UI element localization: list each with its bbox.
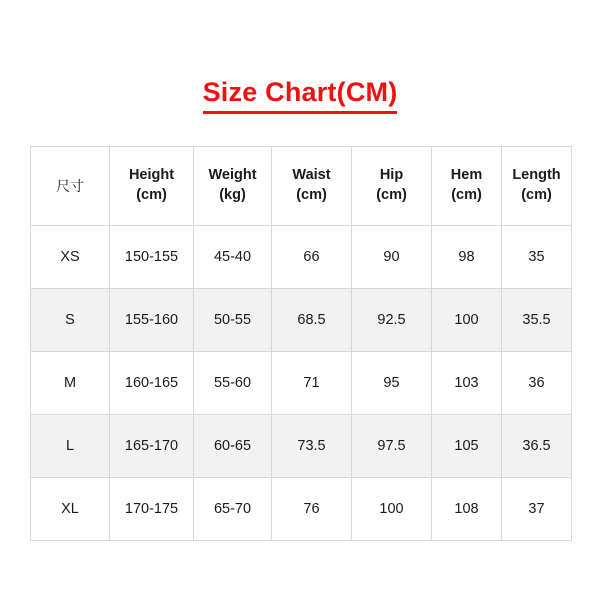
cell-hem: 100 [432, 289, 502, 352]
table-row [31, 415, 572, 478]
cell-size: M [31, 352, 110, 415]
cell-waist: 76 [272, 478, 352, 541]
cell-waist: 68.5 [272, 289, 352, 352]
table-row [31, 289, 572, 352]
size-chart-table-container [30, 146, 570, 541]
column-header-height-unit: (cm) [136, 187, 167, 203]
column-header-weight-label: Weight [208, 167, 257, 184]
column-header-length [502, 147, 572, 226]
cell-hip: 90 [352, 226, 432, 289]
cell-length: 37 [502, 478, 572, 541]
cell-waist: 66 [272, 226, 352, 289]
column-header-hem-unit: (cm) [451, 187, 482, 203]
column-header-size-label: 尺寸 [56, 177, 84, 194]
cell-height: 170-175 [110, 478, 194, 541]
column-header-size [31, 147, 110, 226]
column-header-height [110, 147, 194, 226]
cell-length: 36 [502, 352, 572, 415]
cell-waist: 71 [272, 352, 352, 415]
cell-hip: 97.5 [352, 415, 432, 478]
table-row [31, 226, 572, 289]
cell-length: 35 [502, 226, 572, 289]
cell-waist: 73.5 [272, 415, 352, 478]
cell-size: S [31, 289, 110, 352]
table-row [31, 478, 572, 541]
cell-weight: 50-55 [194, 289, 272, 352]
cell-height: 150-155 [110, 226, 194, 289]
column-header-length-unit: (cm) [521, 187, 552, 203]
cell-weight: 60-65 [194, 415, 272, 478]
column-header-waist-unit: (cm) [296, 187, 327, 203]
column-header-hem-label: Hem [450, 167, 483, 184]
column-header-waist [272, 147, 352, 226]
cell-length: 36.5 [502, 415, 572, 478]
cell-hip: 100 [352, 478, 432, 541]
cell-hip: 92.5 [352, 289, 432, 352]
cell-weight: 65-70 [194, 478, 272, 541]
cell-hem: 108 [432, 478, 502, 541]
cell-height: 155-160 [110, 289, 194, 352]
table-body [31, 226, 572, 541]
column-header-hip-label: Hip [379, 167, 404, 184]
cell-size: XL [31, 478, 110, 541]
cell-size: L [31, 415, 110, 478]
cell-hem: 105 [432, 415, 502, 478]
column-header-weight-unit: (kg) [219, 187, 246, 203]
cell-weight: 55-60 [194, 352, 272, 415]
cell-weight: 45-40 [194, 226, 272, 289]
column-header-waist-label: Waist [292, 167, 331, 184]
column-header-weight [194, 147, 272, 226]
cell-height: 160-165 [110, 352, 194, 415]
cell-hem: 98 [432, 226, 502, 289]
column-header-hip [352, 147, 432, 226]
cell-hem: 103 [432, 352, 502, 415]
table-row [31, 352, 572, 415]
column-header-hem [432, 147, 502, 226]
table-header [31, 147, 572, 226]
cell-hip: 95 [352, 352, 432, 415]
page-title-container [0, 78, 600, 114]
column-header-hip-unit: (cm) [376, 187, 407, 203]
cell-height: 165-170 [110, 415, 194, 478]
cell-size: XS [31, 226, 110, 289]
table-header-row [31, 147, 572, 226]
cell-length: 35.5 [502, 289, 572, 352]
column-header-height-label: Height [128, 167, 175, 184]
size-chart-table [30, 146, 572, 541]
column-header-length-label: Length [512, 167, 561, 184]
page-title: Size Chart(CM) [203, 78, 398, 114]
